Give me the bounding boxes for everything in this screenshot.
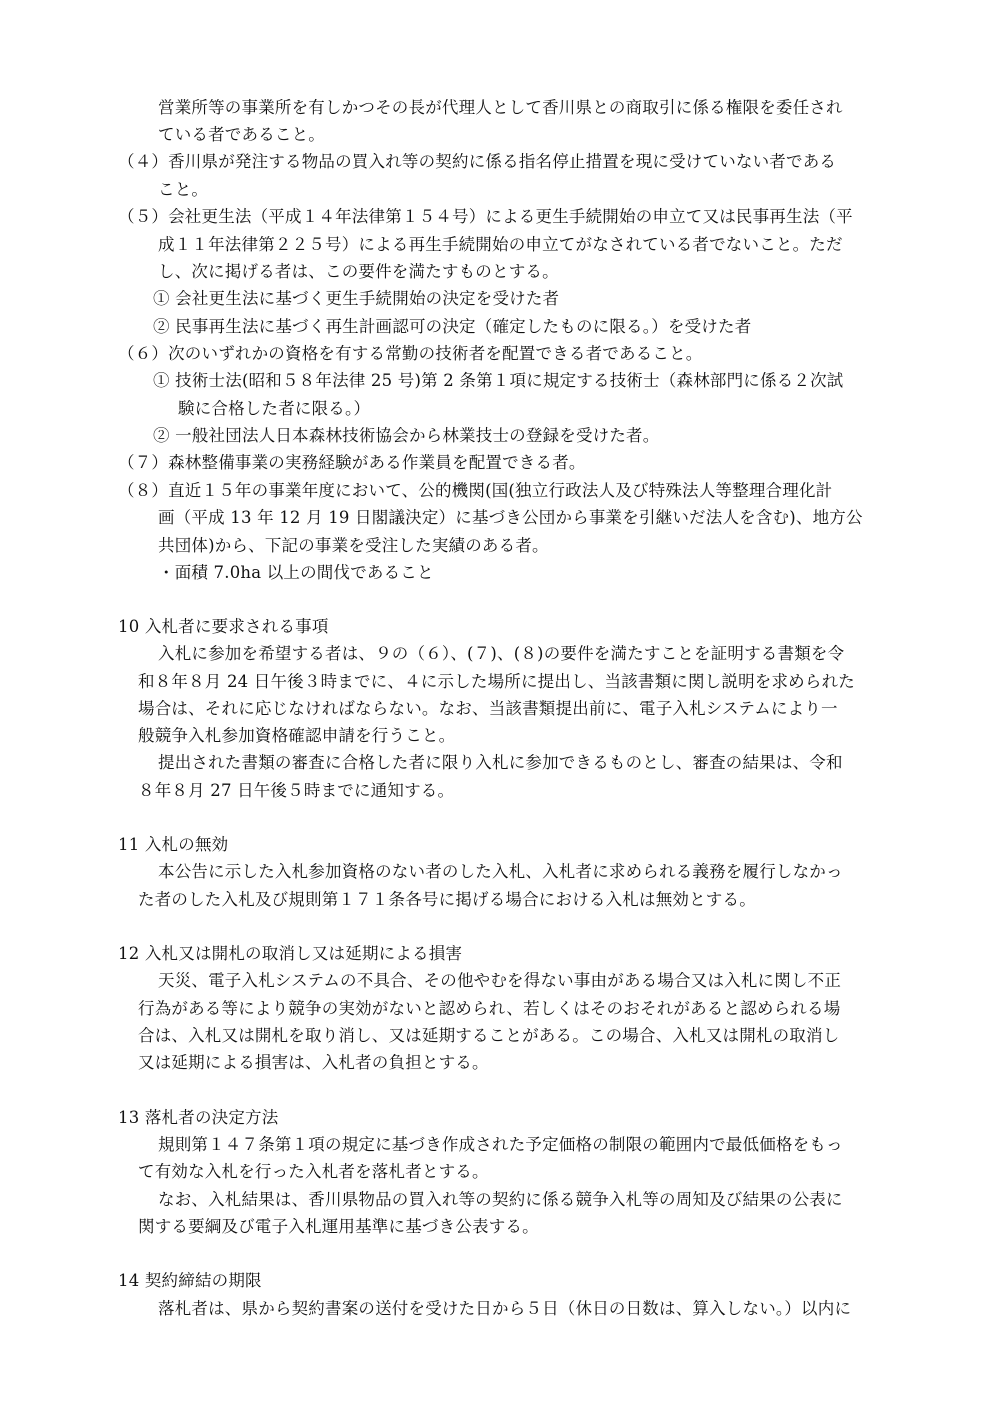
text-line: 画（平成 13 年 12 月 19 日閣議決定）に基づき公団から事業を引継いだ法人を含む)、地方公 — [158, 508, 863, 527]
text-line: 天災、電子入札システムの不具合、その他やむを得ない事由がある場合又は入札に関し不正 — [158, 971, 842, 990]
text-line: 入札に参加を希望する者は、９の（６）、(７)、(８)の要件を満たすことを証明する書類を令 — [158, 644, 845, 663]
text-line: 本公告に示した入札参加資格のない者のした入札、入札者に求められる義務を履行しなかっ — [158, 862, 843, 881]
text-line: （４）香川県が発注する物品の買入れ等の契約に係る指名停止措置を現に受けていない者である — [118, 152, 837, 171]
text-line: ている者であること。 — [158, 125, 325, 144]
text-line: （７）森林整備事業の実務経験がある作業員を配置できる者。 — [118, 453, 586, 472]
text-line: 営業所等の事業所を有しかつその長が代理人として香川県との商取引に係る権限を委任され — [158, 98, 843, 117]
text-line: 和８年８月 24 日午後３時までに、４に示した場所に提出し、当該書類に関し説明を求められた — [138, 672, 855, 691]
text-line: 又は延期による損害は、入札者の負担とする。 — [138, 1053, 489, 1072]
text-line: 関する要綱及び電子入札運用基準に基づき公表する。 — [138, 1217, 539, 1236]
section-heading: 12 入札又は開札の取消し又は延期による損害 — [118, 944, 463, 963]
text-line: ・面積 7.0ha 以上の間伐であること — [158, 563, 434, 582]
text-line: し、次に掲げる者は、この要件を満たすものとする。 — [158, 262, 559, 281]
text-line: 験に合格した者に限る。） — [178, 399, 371, 418]
section-heading: 11 入札の無効 — [118, 835, 229, 854]
text-line: て有効な入札を行った入札者を落札者とする。 — [138, 1162, 489, 1181]
text-line: 規則第１４７条第１項の規定に基づき作成された予定価格の制限の範囲内で最低価格をもっ — [158, 1135, 843, 1154]
text-line: なお、入札結果は、香川県物品の買入れ等の契約に係る競争入札等の周知及び結果の公表に — [158, 1190, 843, 1209]
text-line: た者のした入札及び規則第１７１条各号に掲げる場合における入札は無効とする。 — [138, 890, 756, 909]
text-line: 成１１年法律第２２５号）による再生手続開始の申立てがなされている者でないこと。ただ — [158, 235, 843, 254]
text-line: ② 民事再生法に基づく再生計画認可の決定（確定したものに限る。）を受けた者 — [153, 317, 752, 336]
section-heading: 10 入札者に要求される事項 — [118, 617, 329, 636]
section-heading: 13 落札者の決定方法 — [118, 1108, 279, 1127]
text-line: （５）会社更生法（平成１４年法律第１５４号）による更生手続開始の申立て又は民事再生法（平 — [118, 207, 853, 226]
text-line: ① 技術士法(昭和５８年法律 25 号)第 2 条第１項に規定する技術士（森林部門に係る２次試 — [153, 371, 844, 390]
text-line: ① 会社更生法に基づく更生手続開始の決定を受けた者 — [153, 289, 560, 308]
text-line: 提出された書類の審査に合格した者に限り入札に参加できるものとし、審査の結果は、令和 — [158, 753, 843, 772]
text-line: 合は、入札又は開札を取り消し、又は延期することがある。この場合、入札又は開札の取消し — [138, 1026, 840, 1045]
section-heading: 14 契約締結の期限 — [118, 1271, 262, 1290]
text-line: こと。 — [158, 180, 209, 199]
text-line: 行為がある等により競争の実効がないと認められ、若しくはそのおそれがあると認められる場 — [138, 999, 841, 1018]
text-line: ８年８月 27 日午後５時までに通知する。 — [138, 781, 455, 800]
text-line: 共団体)から、下記の事業を受注した実績のある者。 — [158, 536, 549, 555]
text-line: ② 一般社団法人日本森林技術協会から林業技士の登録を受けた者。 — [153, 426, 660, 445]
text-line: 般競争入札参加資格確認申請を行うこと。 — [138, 726, 456, 745]
text-line: （８）直近１５年の事業年度において、公的機関(国(独立行政法人及び特殊法人等整理合理化計 — [118, 481, 833, 500]
text-line: 場合は、それに応じなければならない。なお、当該書類提出前に、電子入札システムにより一 — [138, 699, 838, 718]
text-line: （６）次のいずれかの資格を有する常勤の技術者を配置できる者であること。 — [118, 344, 703, 363]
text-line: 落札者は、県から契約書案の送付を受けた日から５日（休日の日数は、算入しない。）以内に — [158, 1299, 852, 1318]
